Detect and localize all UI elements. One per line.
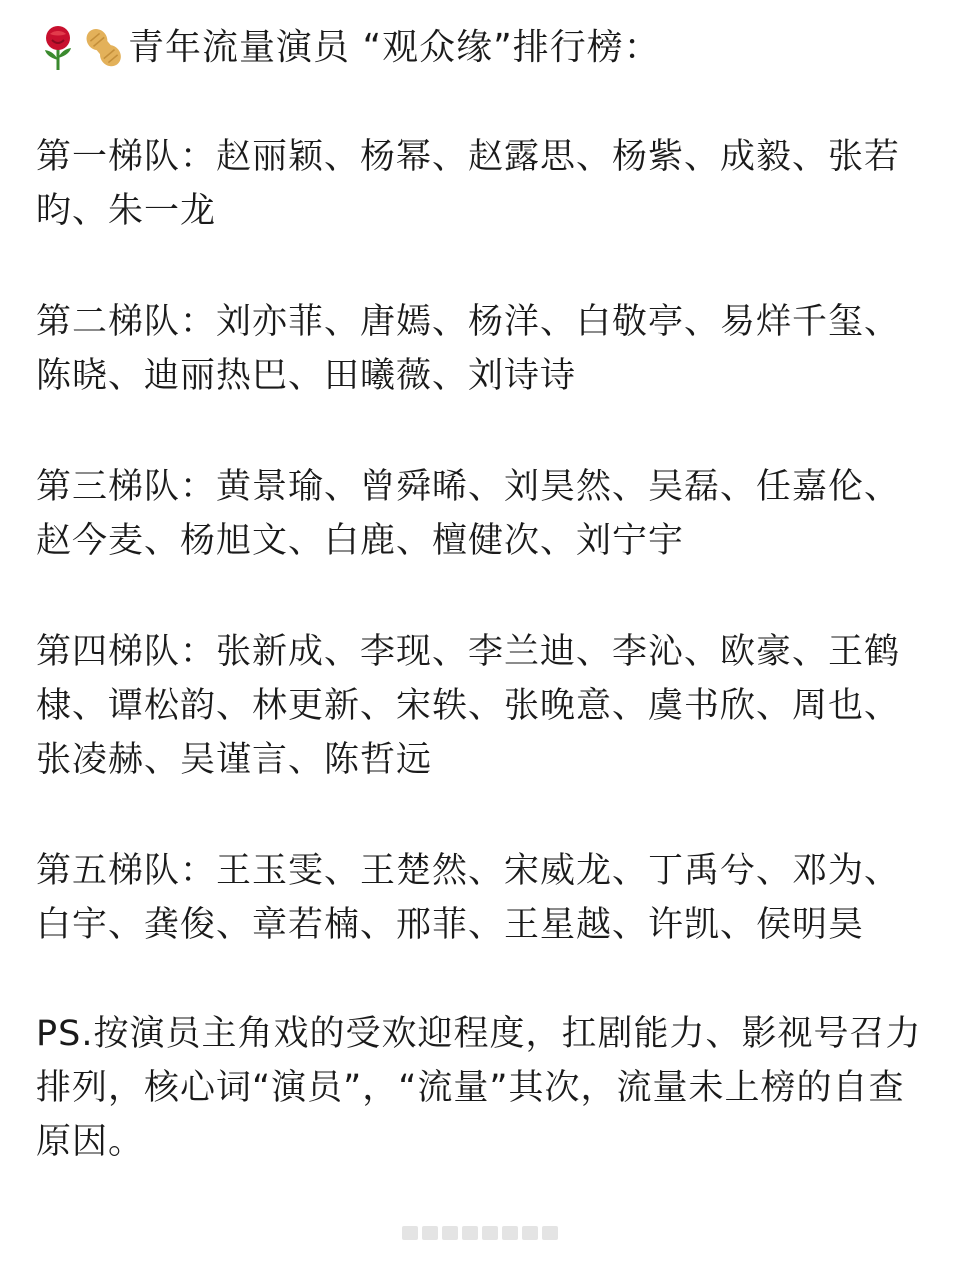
post-content <box>36 20 926 1169</box>
tier-4 <box>36 625 926 787</box>
watermark-mark <box>502 1226 518 1240</box>
tier-names: 赵丽颖、杨幂、赵露思、杨紫、成毅、张若昀、朱一龙 <box>36 137 901 231</box>
peanut-icon <box>82 24 126 72</box>
watermark-mark <box>542 1226 558 1240</box>
tier-names: 张新成、李现、李兰迪、李沁、欧豪、王鹤棣、谭松韵、林更新、宋轶、张晚意、虞书欣、周也、张凌赫、吴谨言、陈哲远 <box>36 632 901 780</box>
watermark-mark <box>462 1226 478 1240</box>
post-title: 青年流量演员 “观众缘”排行榜： <box>128 27 661 68</box>
rose-icon <box>36 24 80 72</box>
watermark-mark <box>442 1226 458 1240</box>
watermark-mark <box>422 1226 438 1240</box>
watermark-mark <box>482 1226 498 1240</box>
tier-2 <box>36 295 926 403</box>
watermark <box>402 1226 558 1240</box>
tier-names: 刘亦菲、唐嫣、杨洋、白敬亭、易烊千玺、陈晓、迪丽热巴、田曦薇、刘诗诗 <box>36 302 901 396</box>
post-title-row <box>36 20 926 76</box>
post-note: PS.按演员主角戏的受欢迎程度，扛剧能力、影视号召力排列，核心词“演员”，“流量”其次，流量未上榜的自查原因。 <box>36 1014 922 1162</box>
tier-label: 第四梯队： <box>36 632 217 672</box>
tier-names: 王玉雯、王楚然、宋威龙、丁禹兮、邓为、白宇、龚俊、章若楠、邢菲、王星越、许凯、侯明昊 <box>36 851 901 945</box>
tier-1 <box>36 130 926 238</box>
tier-label: 第五梯队： <box>36 851 217 891</box>
tier-names: 黄景瑜、曾舜晞、刘昊然、吴磊、任嘉伦、赵今麦、杨旭文、白鹿、檀健次、刘宁宇 <box>36 467 901 561</box>
tier-label: 第一梯队： <box>36 137 217 177</box>
tier-label: 第三梯队： <box>36 467 217 507</box>
watermark-mark <box>402 1226 418 1240</box>
tier-5 <box>36 844 926 952</box>
tier-3 <box>36 460 926 568</box>
watermark-mark <box>522 1226 538 1240</box>
tier-label: 第二梯队： <box>36 302 217 342</box>
